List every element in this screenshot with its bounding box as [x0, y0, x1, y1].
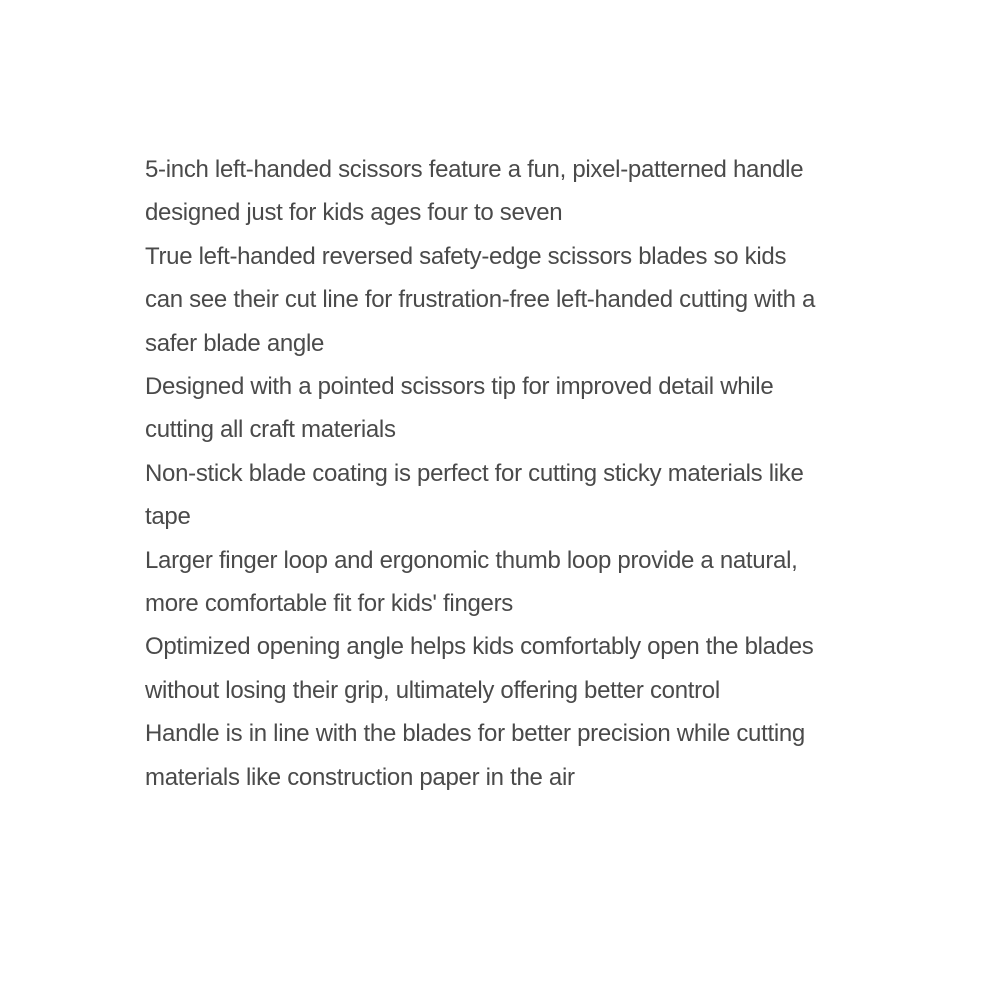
- feature-item: Designed with a pointed scissors tip for improved detail while cutting all craft materials: [145, 373, 774, 444]
- feature-item: 5-inch left-handed scissors feature a fun, pixel-patterned handle designed just for kids ages four to seven: [145, 156, 804, 227]
- feature-item: Handle is in line with the blades for better precision while cutting materials like construction paper in the air: [145, 720, 805, 791]
- feature-item: Larger finger loop and ergonomic thumb loop provide a natural, more comfortable fit for kids' fingers: [145, 546, 798, 618]
- feature-item: True left-handed reversed safety-edge scissors blades so kids can see their cut line for frustration-free left-handed cutting with a safer blade angle: [145, 242, 816, 357]
- feature-item: Non-stick blade coating is perfect for cutting sticky materials like tape: [145, 459, 804, 531]
- feature-list: [145, 148, 825, 799]
- feature-item: Optimized opening angle helps kids comfortably open the blades without losing their grip, ultimately offering better control: [145, 633, 814, 704]
